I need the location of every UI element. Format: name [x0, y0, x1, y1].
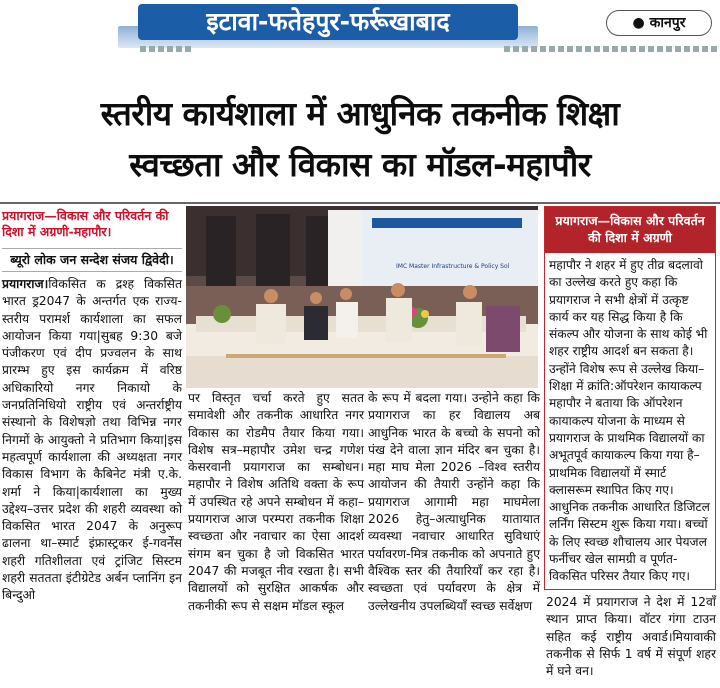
headline-line-2: स्वच्छता और विकास का मॉडल-महापौर [129, 145, 591, 184]
screen-text: IMC Master Infrastructure & Policy Sol [396, 263, 510, 270]
decor-dots-left [140, 46, 191, 52]
city-tag: ● कानपुर [606, 10, 712, 36]
masthead [0, 0, 720, 60]
middle-column-2: के रूप में बदला गया। उन्होने कहा कि प्रयागराज का हर विद्यालय अब आधुनिक भारत के बच्चो के सपनो को पंख देने वाला ज्ञान मंदिर बन चुका है। महा माघ मेला 2026 –विश्व स्तरीय आयोजन की तैयारी उन्होंने कहा कि प्रयागराज आगामी महा माघमेला 2026 हेतु–अत्याधुनिक यातायात व्यवस्था नवाचार आधारित सुविधाएं पर्यावरण-मित्र तकनीक को अपनाते हुए वैश्विक स्तर की तैयारियाँ कर रहा है। स्वच्छता एवं पर्यावरण के क्षेत्र में उल्लेखनीय उपलब्धियाँ स्वच्छ सर्वेक्षण [368, 391, 540, 613]
divider [0, 202, 720, 204]
right-footer-text: 2024 में प्रयागराज ने देश में 12वाँ स्थान प्राप्त किया। वॉटर गंगा टाउन सहित कई राष्ट्रीय अवार्ड।मियावाकी तकनीक से सिर्फ 1 वर्ष में संपूर्ण शहर में घने वन। [546, 595, 716, 679]
dateline: प्रयागराज। [2, 277, 49, 291]
city-label: कानपुर [649, 15, 686, 31]
decor-dots-right [504, 46, 717, 52]
middle-column-1: पर विस्तृत चर्चा करते हुए सतत समावेशी और तकनीक आधारित नगर विकास का रोडमैप तैयार किया गया। विशेष सत्र–महापौर उमेश चन्द्र गणेश केसरवानी प्रयागराज का सम्बोधन। महापौर ने विशेष अतिथि वक्ता के रूप में उपस्थित रहे अपने सम्बोधन में कहा–प्रयागराज आज परम्परा तकनीक शिक्षा स्वच्छता और नवाचार का ऐसा आदर्श संगम बन चुका है जो विकसित भारत 2047 की मजबूत नीव रखता है। सभी विद्यालयों को सुरक्षित आकर्षक और तकनीकी रूप से सक्षम मॉडल स्कूल [188, 391, 364, 613]
kicker: प्रयागराज—विकास और परिवर्तन की दिशा में अग्रणी-महापौर। [2, 208, 169, 239]
left-body [2, 276, 182, 605]
sidebar-box-title: प्रयागराज—विकास और परिवर्तन की दिशा में अग्रणी [545, 207, 715, 253]
sidebar-box [544, 206, 716, 590]
left-body-text: विकसित क द्रश्ह विकसित भारत ड्र2047 के अन्तर्गत एक राज्य-स्तरीय परामर्श कार्यशाला का सफल आयोजन किया गया|सुबह 9:30 बजे पंजीकरण एवं दीप प्रज्वलन के साथ प्रारम्भ हुए इस कार्यक्रम में वरिष्ठ अधिकारियो नगर निकायो के जनप्रतिनिधियो राष्ट्रीय एवं अन्तर्राष्ट्रीय संस्थानो के विशेषज्ञो तथा विभिन्न नगर निगमों के आयुक्तो ने प्रतिभाग किया|इस महत्वपूर्ण कार्यशाला की अध्यक्षता नगर विकास विभाग के कैबिनेट मंत्री ए.के. शर्मा ने किया|कार्यशाला का मुख्य उद्देश्य–उत्तर प्रदेश की शहरी व्यवस्था को विकसित भारत 2047 के अनुरूप ढालना था–स्मार्ट इंफ्रास्ट्रकर ई-गवर्नेंस शहरी गतिशीलता एवं ट्रांजिट सिस्टम शहरी सततता इंटीग्रेटेड अर्बन प्लानिंग इन बिन्दुओ [2, 277, 182, 603]
section-banner: इटावा-फतेहपुर-फर्रूखाबाद [138, 4, 518, 40]
left-column [2, 208, 182, 688]
byline: ब्यूरो लोक जन सन्देश संजय द्विवेदी। [2, 248, 182, 272]
photo-illustration [186, 206, 538, 388]
event-photo [186, 206, 538, 388]
headline [0, 88, 720, 202]
headline-line-1: स्तरीय कार्यशाला में आधुनिक तकनीक शिक्षा [100, 94, 620, 133]
sidebar-box-body: महापौर ने शहर में हुए तीव्र बदलावो का उल्लेख करते हुए कहा कि प्रयागराज ने सभी क्षेत्रों में उत्कृष्ट कार्य कर यह सिद्ध किया है कि संकल्प और योजना के साथ कोई भी शहर राष्ट्रीय आदर्श बन सकता है। उन्होंने विशेष रूप से उल्लेख किया–शिक्षा में क्रांति:ऑपरेशन कायाकल्प महापौर ने बताया कि ऑपरेशन कायाकल्प योजना के माध्यम से प्रयागराज के प्राथमिक विद्यालयों का अभूतपूर्व कायाकल्प किया गया है– प्राथमिक विद्यालयों में स्मार्ट क्लासरूम स्थापित किए गए। आधुनिक तकनीक आधारित डिजिटल लर्निंग सिस्टम शुरू किया गया। बच्चों के लिए स्वच्छ शौचालय आर पेयजल फर्नीचर खेल सामग्री व पूर्णत-विकसित परिसर तैयार किए गए। [549, 258, 710, 584]
